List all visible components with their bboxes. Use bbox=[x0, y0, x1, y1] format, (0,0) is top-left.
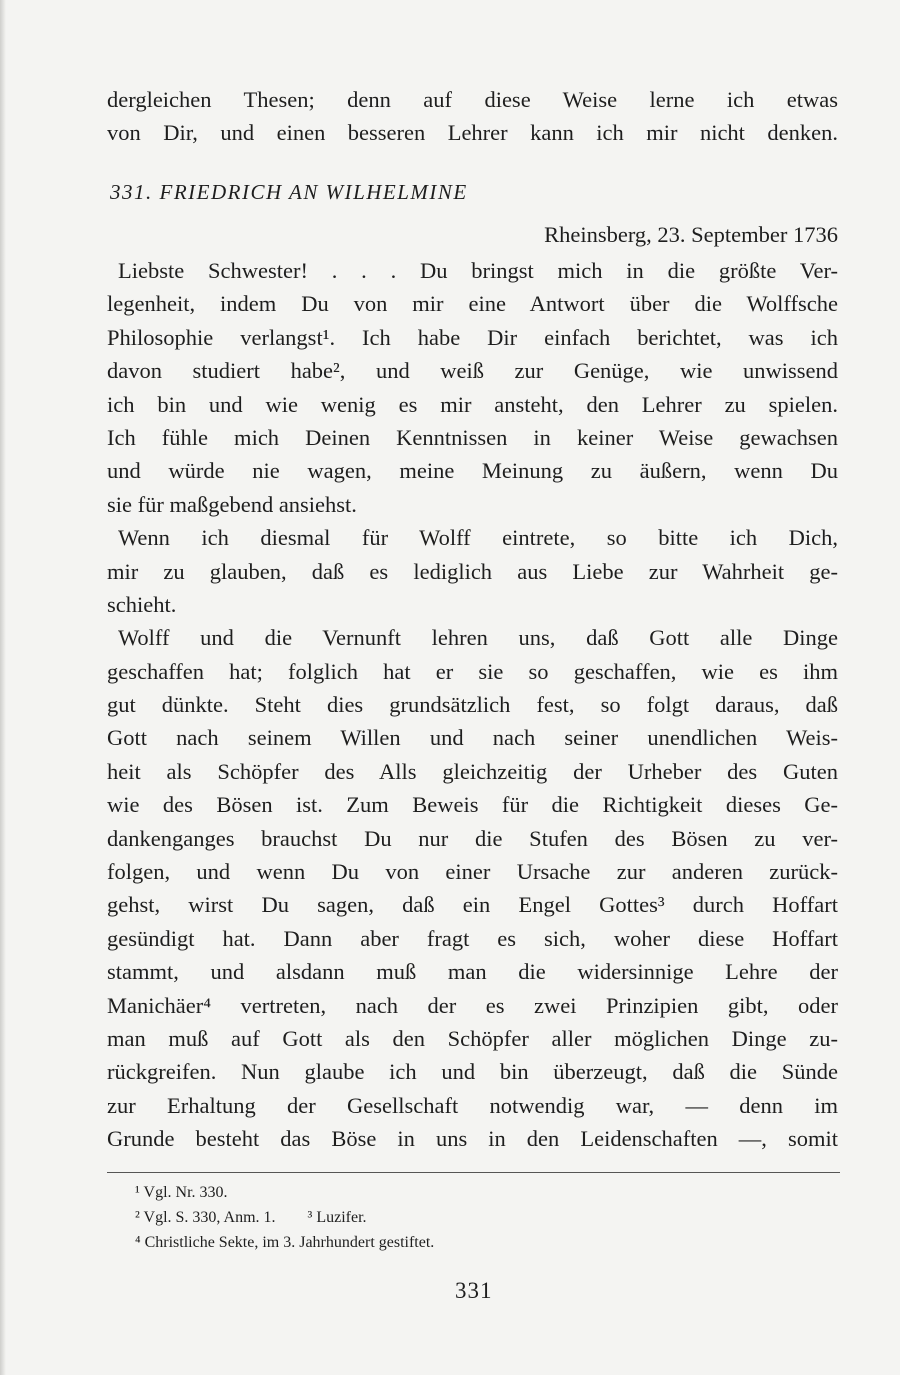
text-line: und würde nie wagen, meine Meinung zu äußern, wenn Du bbox=[107, 458, 838, 484]
text-line: legenheit, indem Du von mir eine Antwort über die Wolffsche bbox=[107, 291, 838, 317]
text-line: ich bin und wie wenig es mir ansteht, den Lehrer zu spielen. bbox=[107, 391, 838, 417]
text-line: Gott nach seinem Willen und nach seiner unendlichen Weis- bbox=[107, 725, 838, 751]
footnote-2-3: ² Vgl. S. 330, Anm. 1. ³ Luzifer. bbox=[135, 1209, 367, 1226]
text-line: gut dünkte. Steht dies grundsätzlich fest, so folgt daraus, daß bbox=[107, 692, 838, 718]
text-line: schieht. bbox=[107, 591, 177, 617]
text-line: Ich fühle mich Deinen Kenntnissen in keiner Weise gewachsen bbox=[107, 424, 838, 450]
text-line: wie des Bösen ist. Zum Beweis für die Richtigkeit dieses Ge- bbox=[107, 792, 838, 818]
footnote-rule bbox=[107, 1172, 840, 1173]
text-line: Manichäer⁴ vertreten, nach der es zwei Prinzipien gibt, oder bbox=[107, 992, 838, 1018]
text-line: mir zu glauben, daß es lediglich aus Liebe zur Wahrheit ge- bbox=[107, 558, 838, 584]
text-line: zur Erhaltung der Gesellschaft notwendig war, — denn im bbox=[107, 1092, 838, 1118]
text-line: von Dir, und einen besseren Lehrer kann ich mir nicht denken. bbox=[107, 120, 838, 146]
footnote-4: ⁴ Christliche Sekte, im 3. Jahrhundert gestiftet. bbox=[135, 1234, 435, 1251]
text-line: dankenganges brauchst Du nur die Stufen des Bösen zu ver- bbox=[107, 825, 838, 851]
text-line: sie für maßgebend ansiehst. bbox=[107, 491, 357, 517]
intro-text bbox=[107, 83, 838, 150]
text-line: davon studiert habe², und weiß zur Genüge, wie unwissend bbox=[107, 358, 838, 384]
page-number: 331 bbox=[455, 1278, 493, 1303]
text-line: Wenn ich diesmal für Wolff eintrete, so bitte ich Dich, bbox=[118, 525, 838, 551]
text-line: Wolff und die Vernunft lehren uns, daß Gott alle Dinge bbox=[118, 625, 838, 651]
text-line: dergleichen Thesen; denn auf diese Weise lerne ich etwas bbox=[107, 87, 838, 112]
text-line: geschaffen hat; folglich hat er sie so geschaffen, wie es ihm bbox=[107, 658, 838, 684]
text-line: heit als Schöpfer des Alls gleichzeitig der Urheber des Guten bbox=[107, 758, 838, 784]
letter-place-date: Rheinsberg, 23. September 1736 bbox=[544, 222, 838, 247]
letter-body bbox=[107, 254, 838, 1156]
text-line: man muß auf Gott als den Schöpfer aller möglichen Dinge zu- bbox=[107, 1025, 838, 1051]
text-line: Grunde besteht das Böse in uns in den Leidenschaften —, somit bbox=[107, 1126, 838, 1152]
text-line: gehst, wirst Du sagen, daß ein Engel Gottes³ durch Hoffart bbox=[107, 892, 838, 918]
text-line: rückgreifen. Nun glaube ich und bin überzeugt, daß die Sünde bbox=[107, 1059, 838, 1085]
footnote-1: ¹ Vgl. Nr. 330. bbox=[135, 1184, 228, 1201]
text-line: Liebste Schwester! . . . Du bringst mich in die größte Ver- bbox=[118, 258, 838, 283]
letter-heading: 331. FRIEDRICH AN WILHELMINE bbox=[110, 180, 468, 204]
page-edge-shadow bbox=[0, 0, 6, 1375]
text-line: gesündigt hat. Dann aber fragt es sich, woher diese Hoffart bbox=[107, 925, 838, 951]
text-line: stammt, und alsdann muß man die widersinnige Lehre der bbox=[107, 959, 838, 985]
text-line: folgen, und wenn Du von einer Ursache zur anderen zurück- bbox=[107, 859, 838, 885]
text-line: Philosophie verlangst¹. Ich habe Dir einfach berichtet, was ich bbox=[107, 324, 838, 350]
